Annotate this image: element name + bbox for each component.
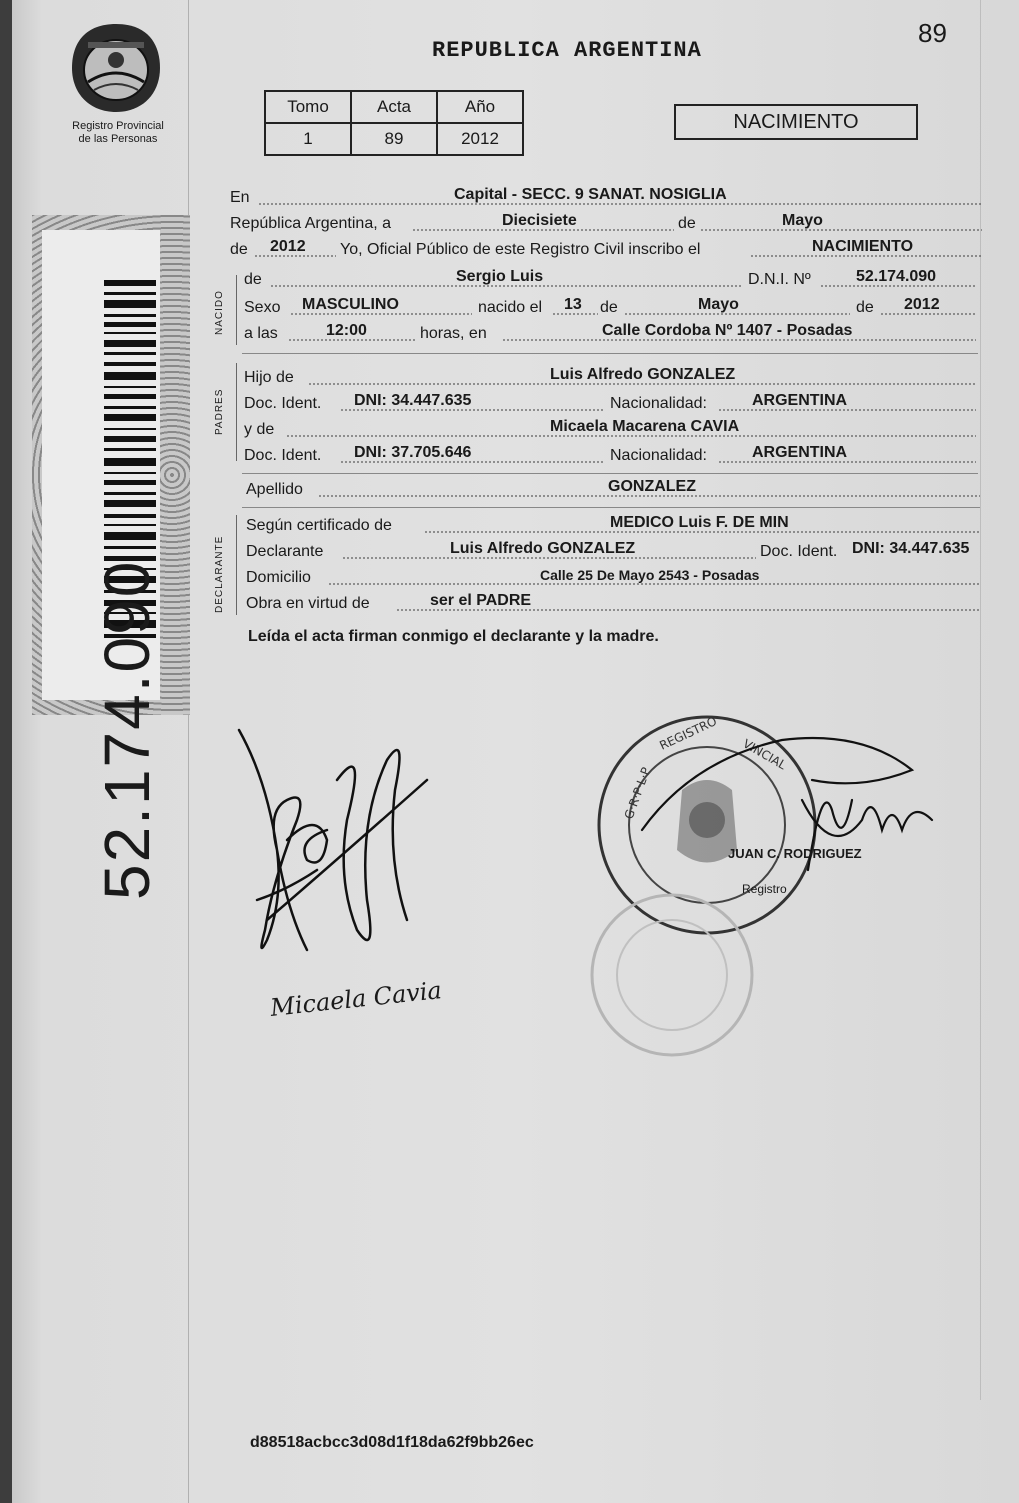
section-divider <box>242 353 978 354</box>
row-sex-birth <box>230 295 982 317</box>
value-father-name: Luis Alfredo GONZALEZ <box>550 366 736 383</box>
barcode-label <box>42 230 163 900</box>
value-birth-month: Mayo <box>698 296 739 313</box>
svg-text:REGISTRO: REGISTRO <box>657 714 720 753</box>
value-birth-day: 13 <box>564 296 582 313</box>
value-year: 2012 <box>270 238 306 255</box>
logo-caption-line2: de las Personas <box>78 133 158 145</box>
registry-header-tomo: Tomo <box>265 91 351 123</box>
label-father: Hijo de <box>244 369 294 386</box>
label-born: nacido el <box>478 299 543 316</box>
country-heading: REPUBLICA ARGENTINA <box>432 38 702 63</box>
label-surname: Apellido <box>246 481 303 498</box>
registry-tomo: 1 <box>265 123 351 155</box>
label-de-year: de <box>230 241 248 258</box>
value-mother-nationality: ARGENTINA <box>752 444 848 461</box>
barcode-sticker <box>32 215 190 900</box>
value-father-doc: DNI: 34.447.635 <box>354 392 472 409</box>
row-surname <box>230 477 982 499</box>
right-edge-line <box>980 0 981 1400</box>
label-oficial: Yo, Oficial Público de este Registro Civil inscribo el <box>340 241 701 258</box>
value-declarant-name: Luis Alfredo GONZALEZ <box>450 540 636 557</box>
svg-text:VINCIAL: VINCIAL <box>740 736 789 773</box>
row-time-place <box>230 321 982 343</box>
registry-header-row <box>265 91 523 123</box>
section-padres-label: PADRES <box>214 388 225 435</box>
label-certificate: Según certificado de <box>246 517 392 534</box>
label-dni: D.N.I. Nº <box>748 271 811 288</box>
value-child-name: Sergio Luis <box>456 268 544 285</box>
birth-certificate-page <box>12 0 1019 1503</box>
officer-role: Registro <box>742 882 787 896</box>
label-address: Domicilio <box>246 569 311 586</box>
mother-signature: Micaela Cavia <box>269 976 444 1022</box>
label-capacity: Obra en virtud de <box>246 595 370 612</box>
value-place: Capital - SECC. 9 SANAT. NOSIGLIA <box>454 186 727 203</box>
logo-caption-line1: Registro Provincial <box>72 120 164 132</box>
section-divider <box>242 507 980 508</box>
value-father-nationality: ARGENTINA <box>752 392 848 409</box>
label-de-month: de <box>678 215 696 232</box>
row-mother <box>230 417 982 439</box>
faded-stamp-icon <box>572 890 772 1060</box>
row-place <box>230 185 982 207</box>
closing-statement: Leída el acta firman conmigo el declarante y la madre. <box>248 628 659 645</box>
officer-name: JUAN C. RODRIGUEZ <box>728 846 862 861</box>
value-capacity: ser el PADRE <box>430 592 532 609</box>
registry-ano: 2012 <box>437 123 523 155</box>
row-date <box>230 211 982 233</box>
value-day: Diecisiete <box>502 212 577 229</box>
svg-text:G·R·P·L·P: G·R·P·L·P <box>621 765 654 822</box>
registry-acta: 89 <box>351 123 437 155</box>
officer-signature-icon <box>632 720 952 900</box>
section-divider <box>242 473 978 474</box>
row-declarant <box>230 539 982 561</box>
value-month: Mayo <box>782 212 823 229</box>
label-sex: Sexo <box>244 299 281 316</box>
registry-value-row <box>265 123 523 155</box>
label-en: En <box>230 189 250 206</box>
label-birth-de: de <box>600 299 618 316</box>
value-act-type: NACIMIENTO <box>812 238 914 255</box>
value-mother-doc: DNI: 37.705.646 <box>354 444 472 461</box>
row-address <box>230 565 982 587</box>
label-mother-doc: Doc. Ident. <box>244 447 322 464</box>
registry-table <box>264 90 524 156</box>
label-birth-de-year: de <box>856 299 874 316</box>
row-child-name <box>230 267 982 289</box>
value-child-dni: 52.174.090 <box>856 268 937 285</box>
barcode-dni-number: 52.174.090 <box>91 559 163 900</box>
father-signature-icon <box>227 700 437 980</box>
value-hour: 12:00 <box>326 322 367 339</box>
row-father-doc <box>230 391 982 413</box>
label-declarant-doc: Doc. Ident. <box>760 543 838 560</box>
book-binding <box>0 0 12 1503</box>
label-mother: y de <box>244 421 275 438</box>
registry-header-ano: Año <box>437 91 523 123</box>
province-emblem-icon <box>66 20 166 116</box>
value-mother-name: Micaela Macarena CAVIA <box>550 418 740 435</box>
page-number: 89 <box>918 18 947 48</box>
label-father-nationality: Nacionalidad: <box>610 395 707 412</box>
section-nacido-label: NACIDO <box>214 290 225 335</box>
value-birth-place: Calle Cordoba Nº 1407 - Posadas <box>602 322 853 339</box>
label-declarant: Declarante <box>246 543 324 560</box>
label-hour-prefix: a las <box>244 325 278 342</box>
dotted-line <box>700 229 982 231</box>
registry-logo <box>56 20 186 146</box>
emblem-text-hidden <box>66 116 67 117</box>
label-hour-suffix: horas, en <box>420 325 487 342</box>
document-hash: d88518acbcc3d08d1f18da62f9bb26ec <box>250 1434 534 1451</box>
row-capacity <box>230 591 982 613</box>
value-address: Calle 25 De Mayo 2543 - Posadas <box>540 567 760 583</box>
section-declarante-label: DECLARANTE <box>214 535 225 613</box>
value-birth-year: 2012 <box>904 296 940 313</box>
row-father <box>230 365 982 387</box>
row-year-act <box>230 237 982 259</box>
label-republic: República Argentina, a <box>230 215 391 232</box>
label-father-doc: Doc. Ident. <box>244 395 322 412</box>
value-declarant-doc: DNI: 34.447.635 <box>852 540 970 557</box>
registry-header-acta: Acta <box>351 91 437 123</box>
value-surname: GONZALEZ <box>608 478 696 495</box>
record-type-box: NACIMIENTO <box>674 104 918 140</box>
label-mother-nationality: Nacionalidad: <box>610 447 707 464</box>
row-mother-doc <box>230 443 982 465</box>
value-sex: MASCULINO <box>302 296 399 313</box>
row-certificate <box>230 513 982 535</box>
label-de-name: de <box>244 271 262 288</box>
value-certificate: MEDICO Luis F. DE MIN <box>610 514 789 531</box>
